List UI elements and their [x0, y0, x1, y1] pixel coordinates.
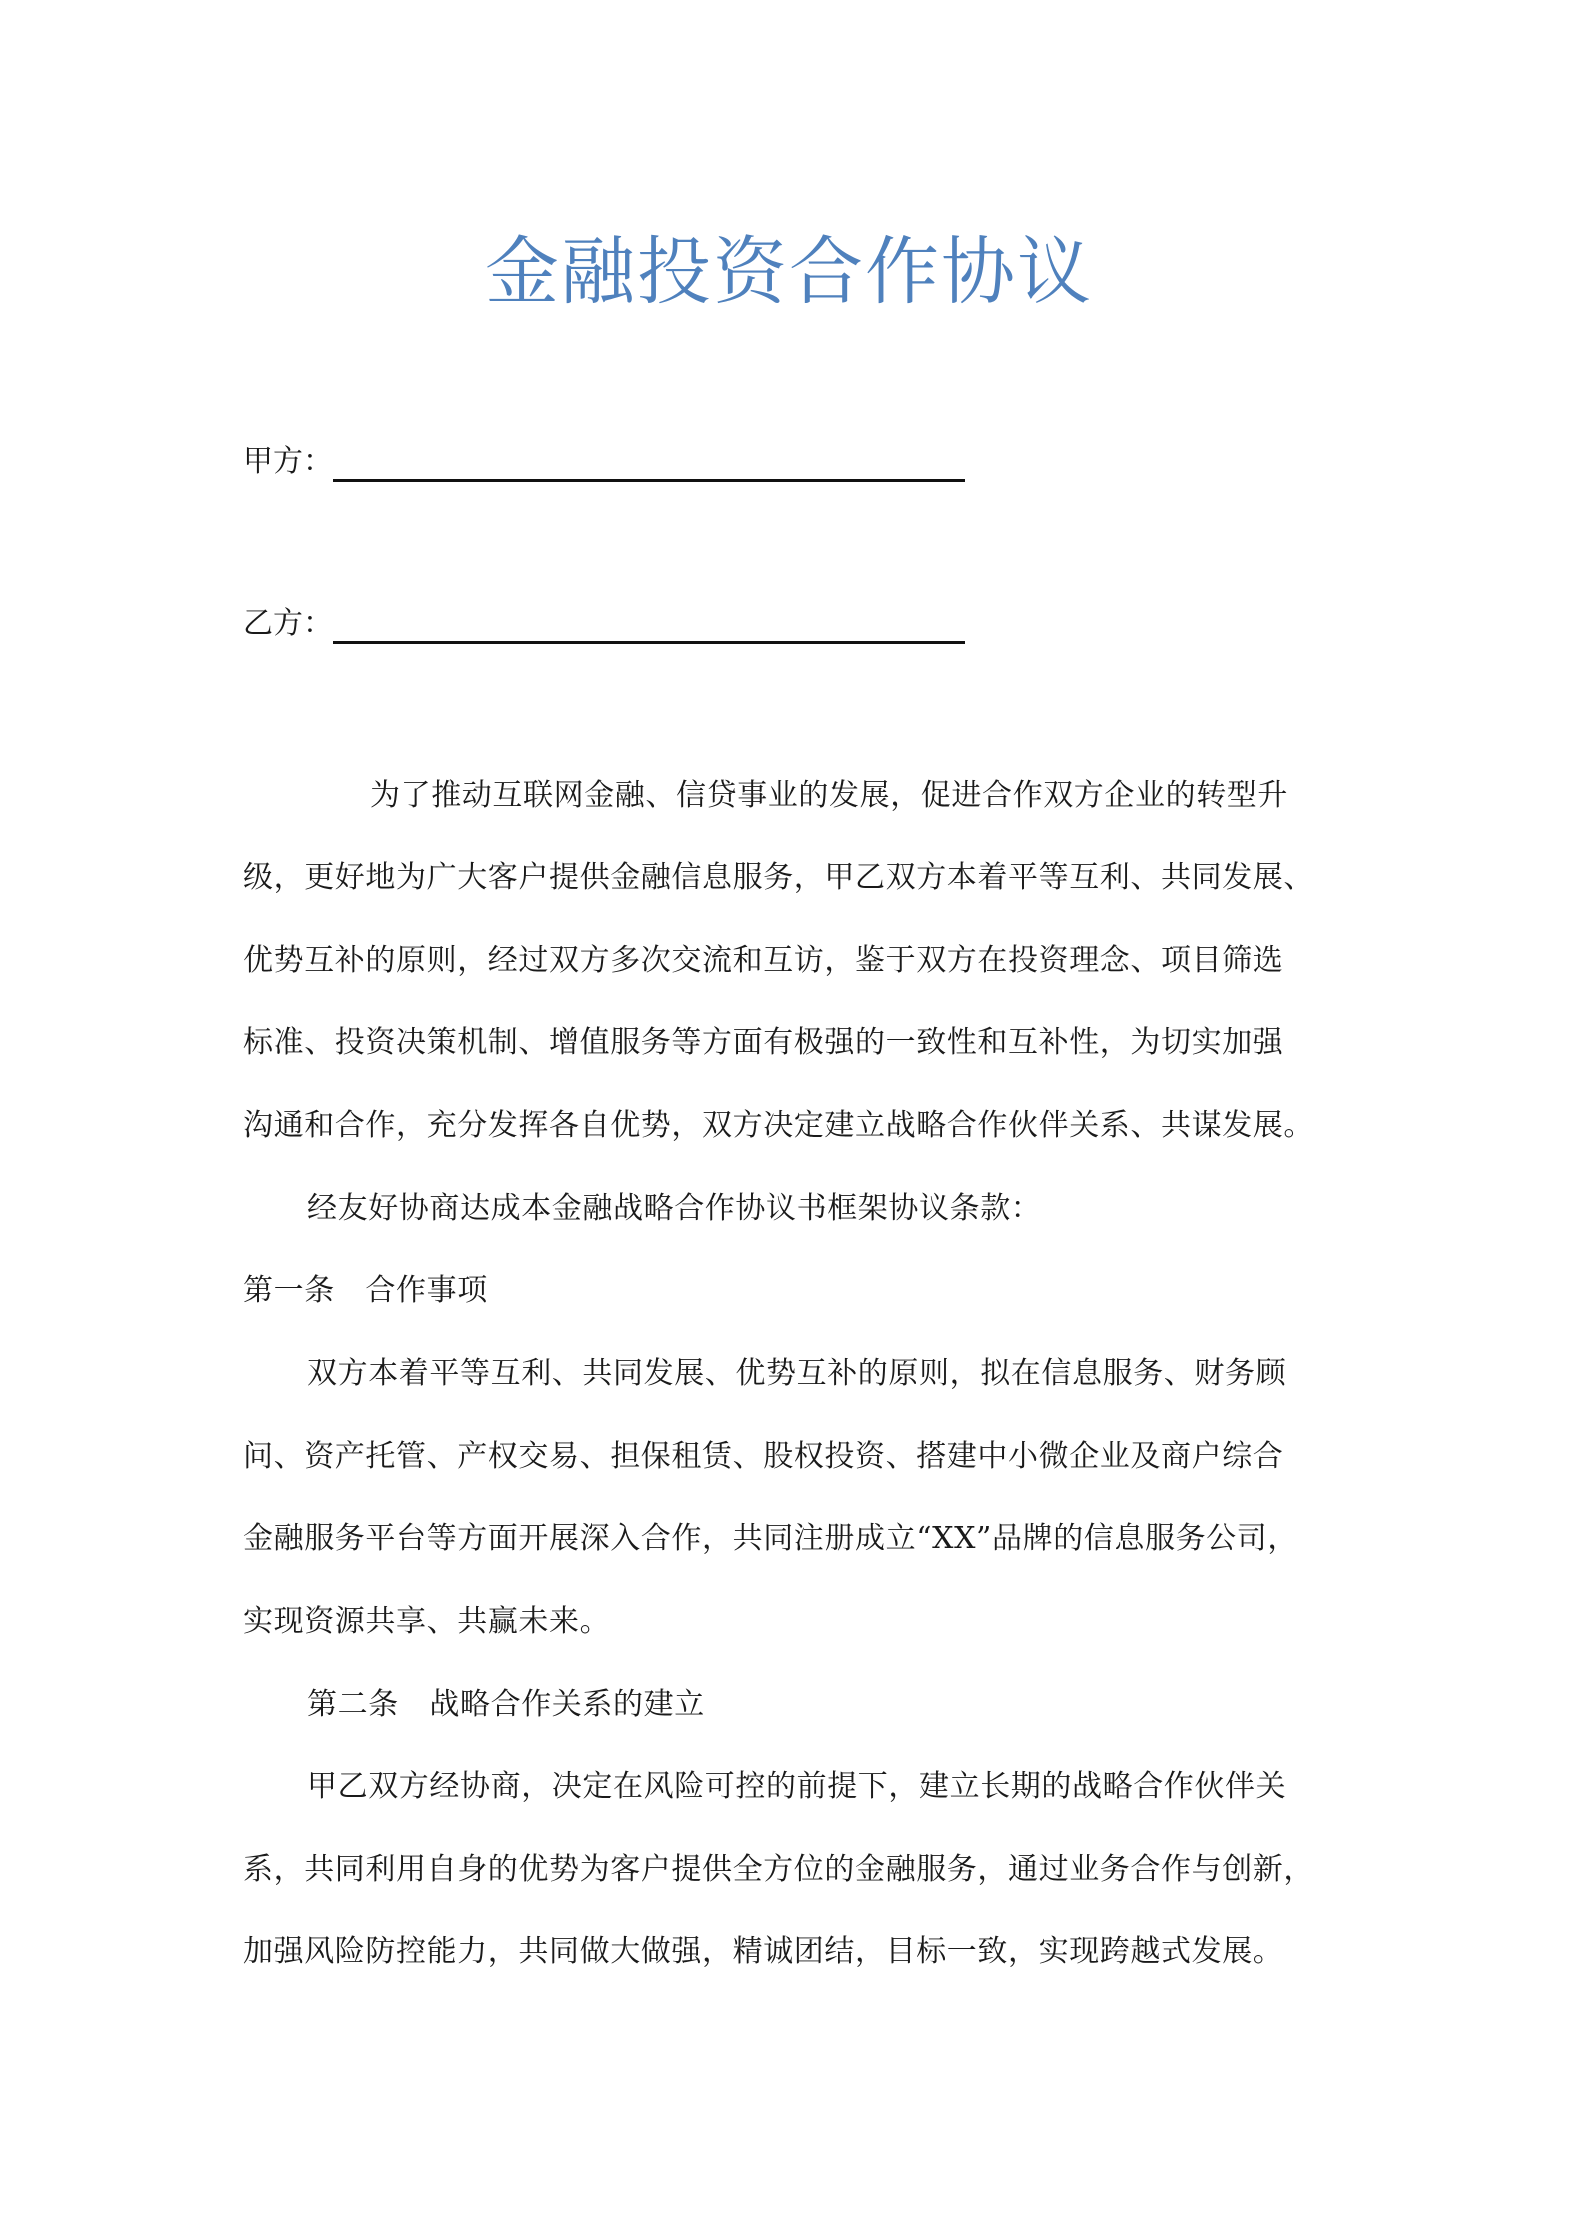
article-2-line: 系，共同利用自身的优势为客户提供全方位的金融服务，通过业务合作与创新， — [243, 1852, 1314, 1887]
preamble-line: 级，更好地为广大客户提供金融信息服务，甲乙双方本着平等互利、共同发展、 — [243, 860, 1314, 895]
preamble-line: 沟通和合作，充分发挥各自优势，双方决定建立战略合作伙伴关系、共谋发展。 — [243, 1108, 1314, 1143]
party-b-field[interactable] — [243, 604, 965, 644]
article-2-line: 加强风险防控能力，共同做大做强，精诚团结，目标一致，实现跨越式发展。 — [243, 1934, 1284, 1969]
preamble-line: 标准、投资决策机制、增值服务等方面有极强的一致性和互补性，为切实加强 — [243, 1025, 1284, 1060]
article-1-line: 双方本着平等互利、共同发展、优势互补的原则，拟在信息服务、财务顾 — [307, 1356, 1287, 1391]
agreement-intro: 经友好协商达成本金融战略合作协议书框架协议条款： — [307, 1191, 1042, 1226]
preamble-line: 优势互补的原则，经过双方多次交流和互访，鉴于双方在投资理念、项目筛选 — [243, 943, 1284, 978]
party-a-label: 甲方： — [243, 444, 333, 479]
article-1-line: 金融服务平台等方面开展深入合作，共同注册成立“XX”品牌的信息服务公司， — [243, 1521, 1298, 1556]
preamble-line: 为了推动互联网金融、信贷事业的发展，促进合作双方企业的转型升 — [370, 778, 1288, 813]
article-1-line: 实现资源共享、共赢未来。 — [243, 1604, 611, 1639]
article-2-line: 甲乙双方经协商，决定在风险可控的前提下，建立长期的战略合作伙伴关 — [307, 1769, 1287, 1804]
party-b-blank-line[interactable] — [333, 641, 965, 644]
party-b-label: 乙方： — [243, 606, 333, 641]
article-1-heading: 第一条 合作事项 — [243, 1273, 488, 1308]
document-title: 金融投资合作协议 — [485, 229, 1093, 315]
article-1-line: 问、资产托管、产权交易、担保租赁、股权投资、搭建中小微企业及商户综合 — [243, 1439, 1284, 1474]
party-a-field[interactable] — [243, 442, 965, 482]
party-a-blank-line[interactable] — [333, 479, 965, 482]
article-2-heading: 第二条 战略合作关系的建立 — [307, 1687, 705, 1722]
